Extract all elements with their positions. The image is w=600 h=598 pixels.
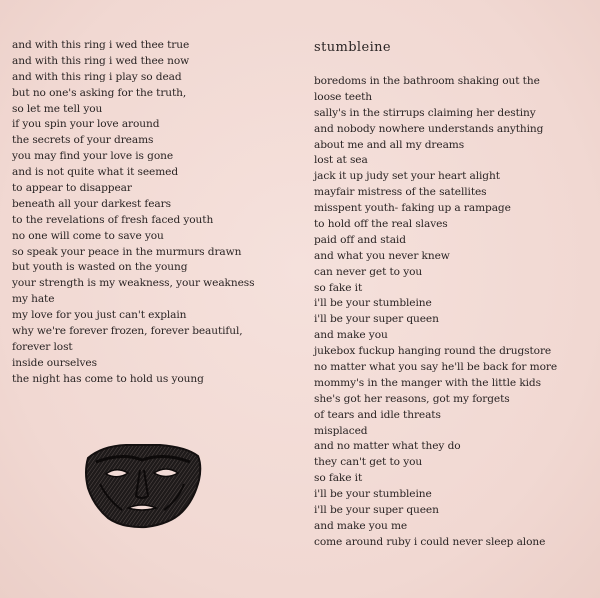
lyric-line: but no one's asking for the truth, bbox=[12, 86, 187, 99]
lyric-line: paid off and staid bbox=[314, 233, 406, 246]
lyric-line: to appear to disappear bbox=[12, 182, 132, 195]
lyric-line: of tears and idle threats bbox=[314, 408, 441, 421]
lyric-line: to hold off the real slaves bbox=[314, 218, 448, 231]
lyric-line: misplaced bbox=[314, 424, 368, 437]
lyric-line: no matter what you say he'll be back for more bbox=[314, 361, 558, 374]
lyric-line: beneath all your darkest fears bbox=[12, 197, 171, 210]
lyric-line: and with this ring i play so dead bbox=[12, 70, 182, 83]
lyric-line: jack it up judy set your heart alight bbox=[314, 170, 500, 183]
lyric-line: lost at sea bbox=[314, 154, 368, 167]
lyric-line: mayfair mistress of the satellites bbox=[314, 186, 487, 199]
lyric-line: so speak your peace in the murmurs drawn bbox=[12, 245, 242, 258]
lyric-line: and is not quite what it seemed bbox=[12, 166, 179, 179]
lyric-line: misspent youth- faking up a rampage bbox=[314, 202, 511, 215]
lyric-line: they can't get to you bbox=[314, 456, 423, 469]
lyric-line: and make you bbox=[314, 329, 388, 342]
lyric-line: mommy's in the manger with the little kids bbox=[314, 376, 541, 389]
lyric-line: loose teeth bbox=[314, 90, 372, 103]
lyric-line: inside ourselves bbox=[12, 356, 97, 369]
lyric-line: my love for you just can't explain bbox=[12, 309, 187, 322]
lyric-line: if you spin your love around bbox=[12, 118, 160, 131]
lyric-line: sally's in the stirrups claiming her destiny bbox=[314, 106, 536, 119]
lyric-line: and no matter what they do bbox=[314, 440, 461, 453]
lyric-line: i'll be your super queen bbox=[314, 313, 439, 326]
lyric-line: can never get to you bbox=[314, 265, 423, 278]
lyric-line: and with this ring i wed thee true bbox=[12, 39, 190, 51]
lyric-line: i'll be your super queen bbox=[314, 504, 439, 517]
song-title: stumbleine bbox=[314, 40, 391, 55]
lyric-line: about me and all my dreams bbox=[314, 138, 465, 151]
lyric-line: no one will come to save you bbox=[12, 229, 164, 242]
lyric-line: my hate bbox=[12, 293, 55, 306]
lyric-line: and what you never knew bbox=[314, 249, 450, 262]
lyric-line: i'll be your stumbleine bbox=[314, 297, 432, 310]
lyric-line: and with this ring i wed thee now bbox=[12, 54, 190, 67]
lyric-line: but youth is wasted on the young bbox=[12, 261, 188, 274]
lyric-line: and nobody nowhere understands anything bbox=[314, 122, 544, 135]
lyric-line: the night has come to hold us young bbox=[12, 372, 204, 385]
lyric-line: forever lost bbox=[12, 340, 73, 353]
left-lyrics-column bbox=[12, 38, 254, 388]
lyric-line: why we're forever frozen, forever beautiful, bbox=[12, 325, 243, 338]
lyric-line: so fake it bbox=[314, 281, 363, 294]
lyric-line: boredoms in the bathroom shaking out the bbox=[314, 75, 540, 87]
lyric-line: and make you me bbox=[314, 519, 408, 532]
lyric-line: to the revelations of fresh faced youth bbox=[12, 213, 214, 226]
lyric-line: your strength is my weakness, your weakness bbox=[12, 277, 255, 290]
lyric-line: you may find your love is gone bbox=[12, 150, 173, 163]
lyric-line: jukebox fuckup hanging round the drugstore bbox=[314, 345, 552, 358]
lyric-line: so let me tell you bbox=[12, 102, 103, 115]
lyric-line: she's got her reasons, got my forgets bbox=[314, 392, 510, 405]
lyric-line: the secrets of your dreams bbox=[12, 134, 154, 147]
lyric-line: i'll be your stumbleine bbox=[314, 488, 432, 501]
lyric-line: so fake it bbox=[314, 472, 363, 485]
right-lyrics-column bbox=[314, 74, 557, 551]
lyric-line: come around ruby i could never sleep alone bbox=[314, 535, 546, 548]
mask-icon bbox=[82, 440, 204, 532]
